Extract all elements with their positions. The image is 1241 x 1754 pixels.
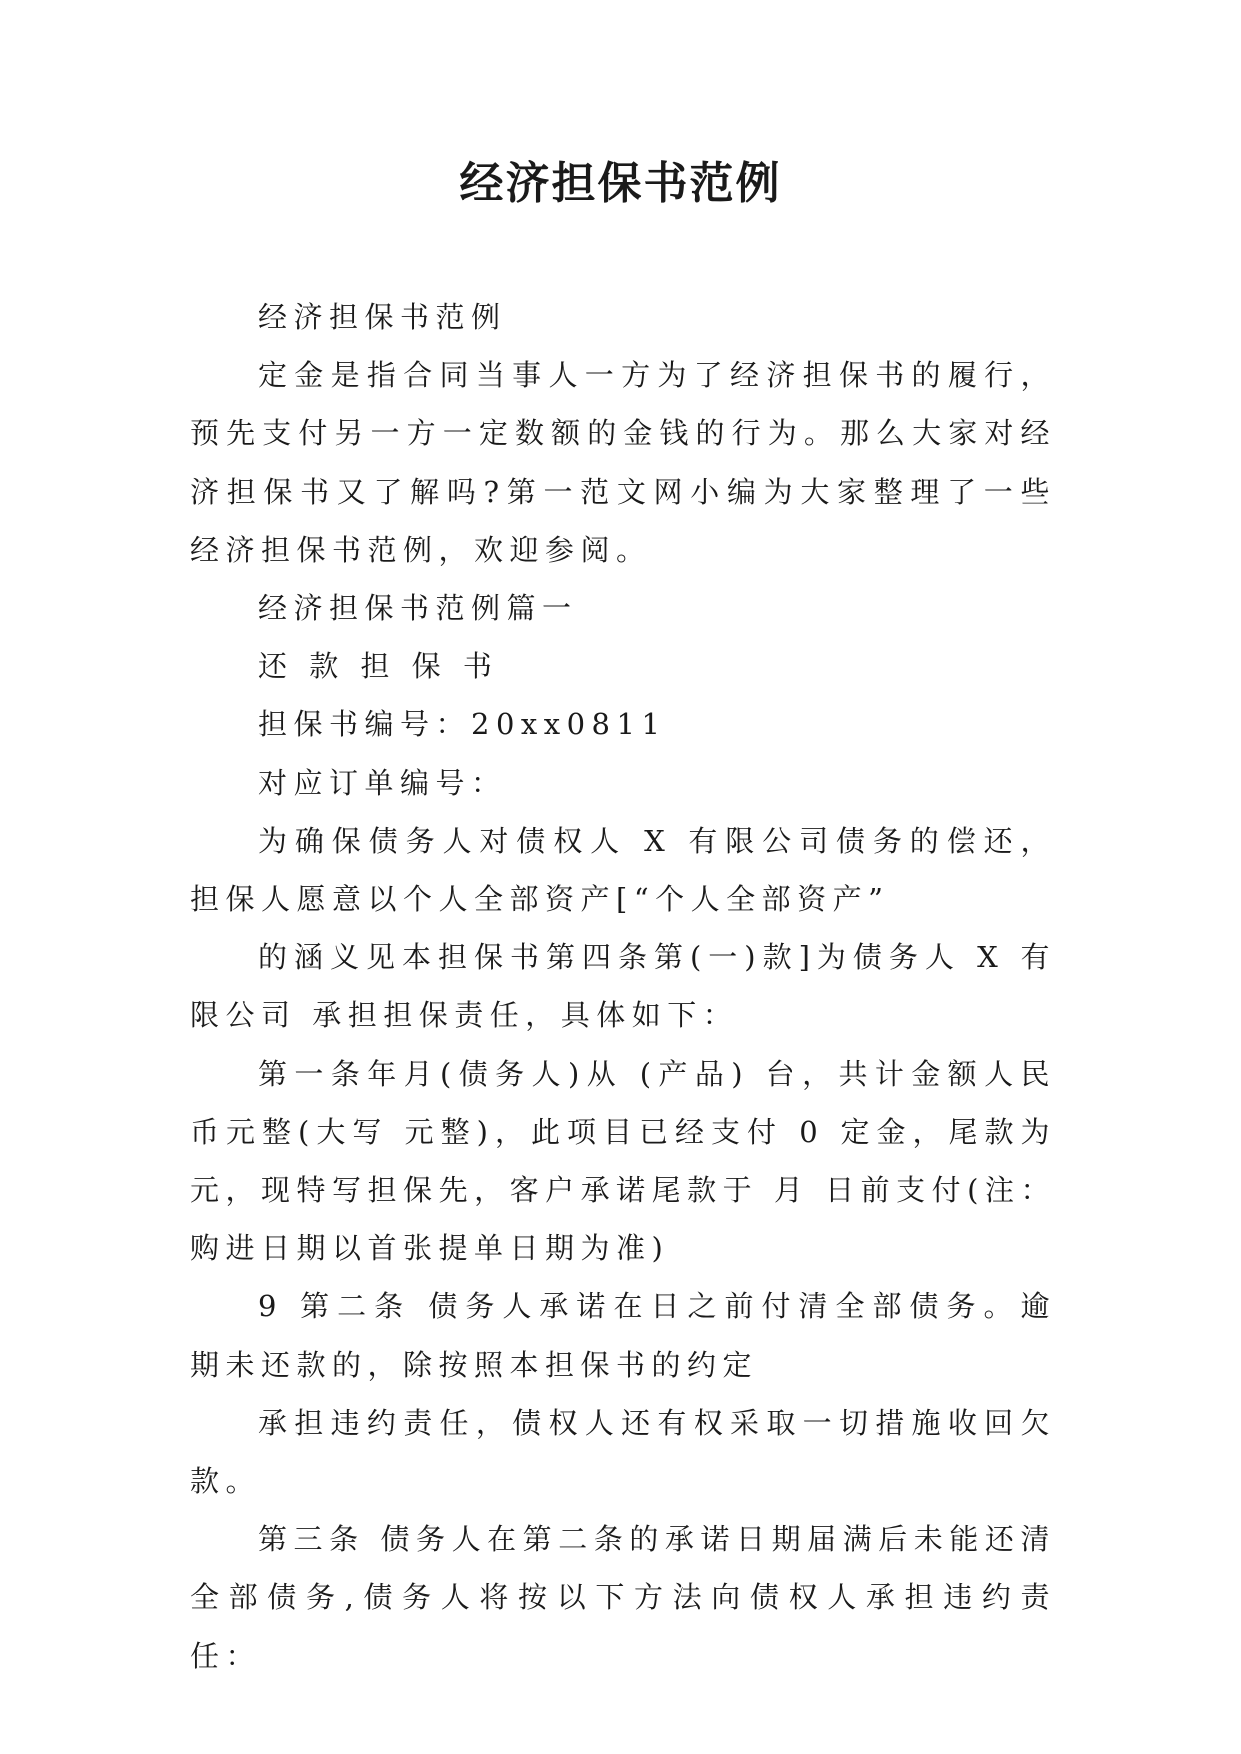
- paragraph-article-3: 第三条 债务人在第二条的承诺日期届满后未能还清全部债务,债务人将按以下方法向债权人承担违约责任：: [190, 1522, 1056, 1673]
- paragraph-guarantee-number: 担保书编号：20xx0811: [258, 707, 667, 742]
- paragraph-section-heading: 经济担保书范例篇一: [258, 591, 578, 626]
- paragraph-purpose: 为确保债务人对债权人 X 有限公司债务的偿还，担保人愿意以个人全部资产[“个人全部资产”: [190, 823, 1056, 917]
- paragraph-subtitle: 经济担保书范例: [258, 300, 507, 334]
- document-title: 经济担保书范例: [459, 158, 782, 209]
- paragraph-intro: 定金是指合同当事人一方为了经济担保书的履行，预先支付另一方一定数额的金钱的行为。那么大家对经济担保书又了解吗?第一范文网小编为大家整理了一些经济担保书范例，欢迎参阅。: [190, 358, 1056, 567]
- document-body: [190, 288, 1056, 1685]
- paragraph-order-number: 对应订单编号：: [258, 765, 507, 800]
- paragraph-letter-title: 还 款 担 保 书: [258, 649, 499, 684]
- paragraph-article-2: 9 第二条 债务人承诺在日之前付清全部债务。逾期未还款的，除按照本担保书的约定: [190, 1289, 1056, 1382]
- paragraph-article-2-cont: 承担违约责任，债权人还有权采取一切措施收回欠款。: [190, 1405, 1056, 1499]
- paragraph-scope: 的涵义见本担保书第四条第(一)款]为债务人 X 有限公司 承担担保责任，具体如下：: [190, 940, 1056, 1033]
- paragraph-article-1: 第一条年月(债务人)从 (产品) 台，共计金额人民币元整(大写 元整)，此项目已经支付 0 定金，尾款为 元，现特写担保先，客户承诺尾款于 月 日前支付(注：购进日期以首张提单日期为准): [190, 1056, 1056, 1266]
